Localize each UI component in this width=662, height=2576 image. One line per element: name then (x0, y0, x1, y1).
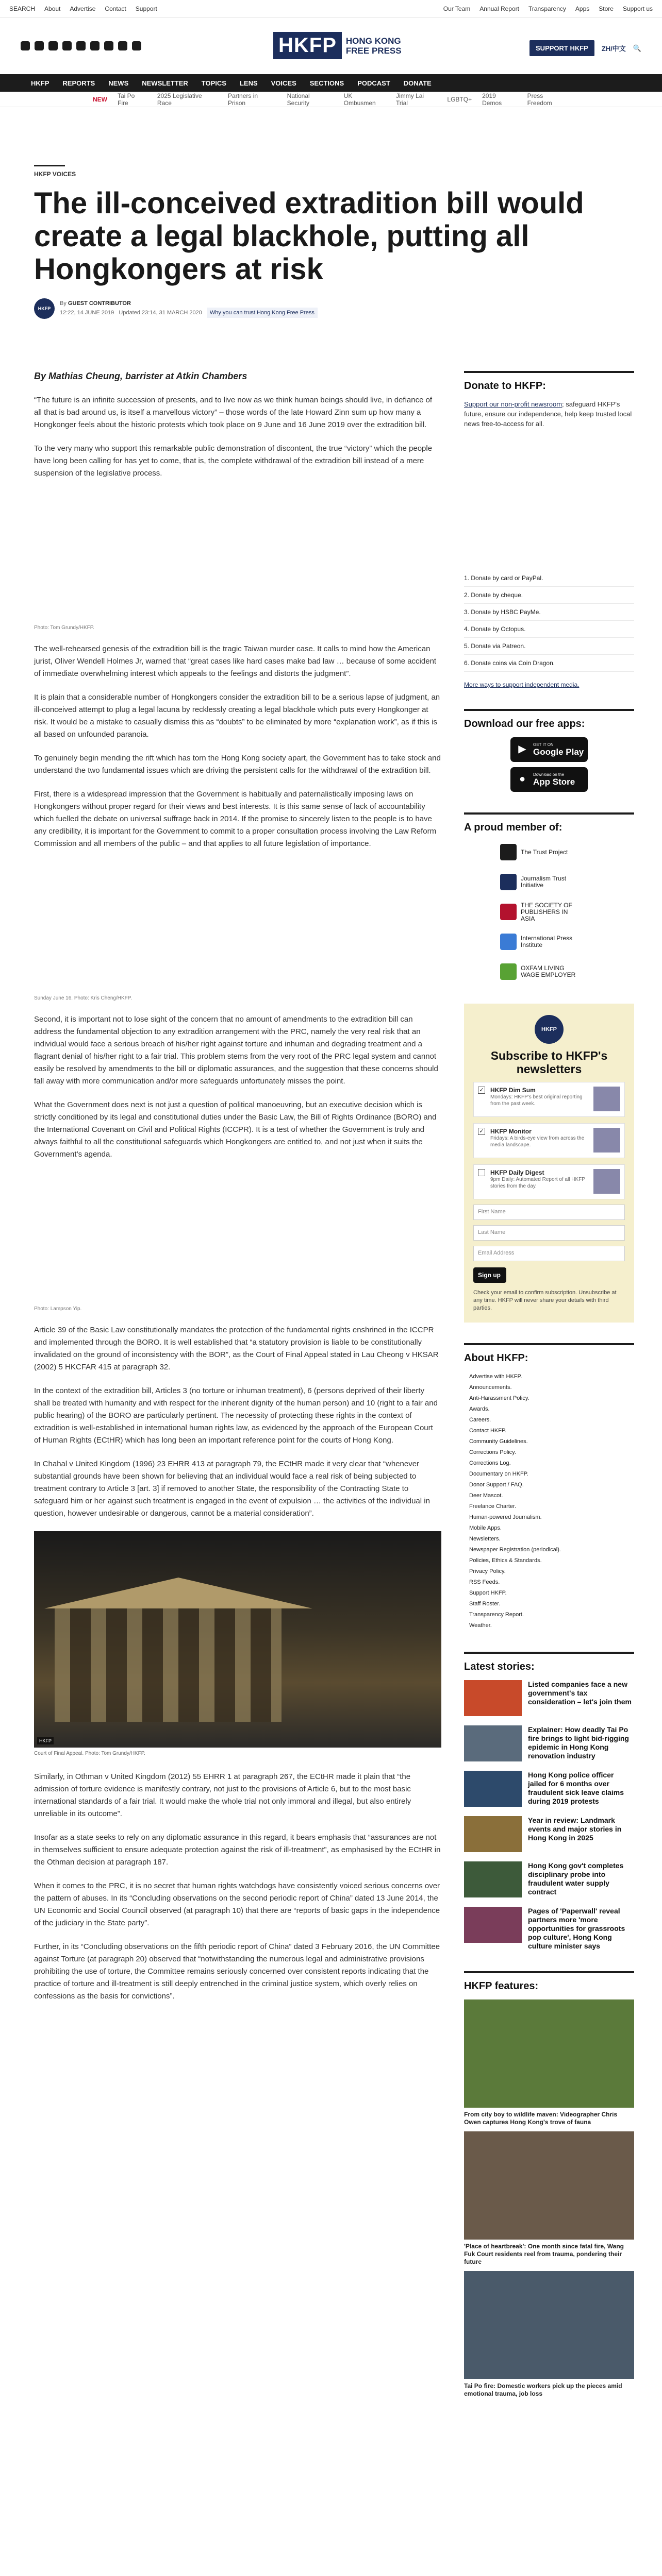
about-link[interactable]: Transparency Report. (469, 1612, 524, 1618)
linkedin-icon[interactable] (76, 41, 86, 50)
about-widget (464, 1343, 634, 1631)
member-logo[interactable]: THE SOCIETY OF PUBLISHERS IN ASIA (500, 901, 634, 923)
nav-item-topics[interactable]: TOPICS (201, 79, 226, 87)
about-link[interactable]: Corrections Policy. (469, 1449, 516, 1455)
checkbox[interactable] (478, 1169, 485, 1176)
story-thumbnail (464, 1861, 522, 1897)
facebook-icon[interactable] (35, 41, 44, 50)
about-link[interactable]: Mobile Apps. (469, 1525, 502, 1531)
donate-option[interactable]: 1. Donate by card or PayPal. (464, 570, 634, 587)
about-link[interactable]: Policies, Ethics & Standards. (469, 1557, 542, 1564)
top-link-advertise[interactable]: Advertise (70, 5, 96, 12)
about-link[interactable]: Contact HKFP. (469, 1428, 506, 1434)
paragraph: What the Government does next is not just a question of political manoeuvring, but an executive decision which is strictly conditioned by its legal and constitutional duties under the Basic Law, the Bill of Rights Ordinance (BORO) and the International Covenant on Civil and Political Rights (ICCPR). It is a test of whether the Government is truly and always faithful to all the constitutional safeguards which Hongkongers are entitled to, and not just when it suits the Government’s agenda. (34, 1100, 437, 1159)
story-headline[interactable]: Pages of 'Paperwall' reveal partners more 'more opportunities for grassroots pop culture', Hong Kong culture minister says (528, 1907, 625, 1950)
image-caption: Sunday June 16. Photo: Kris Cheng/HKFP. (34, 995, 132, 1001)
nav-item-reports[interactable]: REPORTS (62, 79, 95, 87)
trending-bar (0, 92, 662, 107)
latest-story[interactable] (464, 1816, 634, 1852)
feature-image (464, 2131, 634, 2240)
story-thumbnail (464, 1680, 522, 1716)
last-name-input[interactable]: Last Name (473, 1225, 625, 1241)
paragraph: In Chahal v United Kingdom (1996) 23 EHRR 413 at paragraph 79, the ECtHR made it very clear that “whenever substantial grounds have been shown for believing that an individual would face a real risk of being subjected to treatment contrary to Article 3 [art. 3] if removed to another State, the responsibility of the Contracting State to safeguard him or her against such treatment is engaged in the event of expulsion … the activities of the individual in question, however undesirable or dangerous, cannot be a material consideration”. (34, 1460, 430, 1518)
newsletter-thumb (593, 1087, 620, 1111)
trust-link[interactable]: Why you can trust Hong Kong Free Press (207, 308, 318, 318)
feature-image (464, 2271, 634, 2379)
trending-item[interactable]: Jimmy Lai Trial (396, 92, 424, 107)
youtube-icon[interactable] (90, 41, 100, 50)
embedded-media-slot (34, 491, 441, 625)
building-roof (44, 1578, 312, 1608)
donate-embed-slot (464, 436, 634, 570)
donate-option[interactable]: 4. Donate by Octopus. (464, 621, 634, 638)
top-link-contact[interactable]: Contact (105, 5, 126, 12)
checkbox[interactable]: ✓ (478, 1128, 485, 1135)
signup-button[interactable]: Sign up (473, 1267, 506, 1283)
support-hkfp-button[interactable]: SUPPORT HKFP (529, 40, 594, 56)
latest-story[interactable] (464, 1725, 634, 1761)
trending-item[interactable]: National Security (287, 92, 310, 107)
embedded-media-slot (34, 861, 441, 995)
paragraph: To the very many who support this remarkable public demonstration of discontent, the true “victory” which the people have long been calling for has yet to come, that is, the complete withdrawal of the extradition bill instead of a mere suspension of the legislative process. (34, 444, 433, 478)
rss-icon[interactable] (132, 41, 141, 50)
paragraph: When it comes to the PRC, it is no secret that human rights watchdogs have consistently voiced serious concerns over the pattern of abuses. In its “Concluding observations on the second periodic report of China” dated 13 June 2014, the UN Economic and Social Council observed (at paragraph 10) that there are “reports of basic gaps in the independence of the judiciary in the State party”. (34, 1882, 440, 1927)
nav-item-voices[interactable]: VOICES (271, 79, 296, 87)
about-link[interactable]: RSS Feeds. (469, 1579, 500, 1585)
language-toggle[interactable]: ZH/中文 (601, 45, 626, 53)
nav-item-news[interactable]: NEWS (108, 79, 129, 87)
main-nav (0, 74, 662, 92)
story-thumbnail (464, 1771, 522, 1807)
building-pillars (55, 1608, 282, 1722)
threads-icon[interactable] (62, 41, 72, 50)
ipi-icon (500, 934, 517, 950)
logo-text: HONG KONG FREE PRESS (345, 36, 402, 56)
about-link[interactable]: Corrections Log. (469, 1460, 511, 1466)
about-list (464, 1371, 634, 1631)
site-header (0, 18, 662, 74)
top-link-transparency[interactable]: Transparency (528, 5, 566, 12)
feature-headline[interactable]: Tai Po fire: Domestic workers pick up the pieces amid emotional trauma, job loss (464, 2382, 622, 2397)
top-utility-bar (0, 0, 662, 18)
about-link[interactable]: Anti-Harassment Policy. (469, 1395, 529, 1401)
publish-date: 12:22, 14 JUNE 2019 (60, 310, 114, 316)
features-widget (464, 1971, 634, 2398)
trending-item[interactable]: Partners in Prison (228, 92, 258, 107)
top-link-team[interactable]: Our Team (443, 5, 471, 12)
about-link[interactable]: Awards. (469, 1406, 490, 1412)
about-link[interactable]: Weather. (469, 1622, 492, 1629)
photo-credit-tag: HKFP (37, 1737, 54, 1744)
apple-icon: ● (519, 773, 526, 785)
newsletter-thumb (593, 1169, 620, 1194)
article-title: The ill-conceived extradition bill would create a legal blackhole, putting all Hongkongers at risk (34, 187, 584, 286)
trending-item[interactable]: Tai Po Fire (118, 92, 135, 107)
paragraph: Article 39 of the Basic Law constitutionally mandates the protection of the fundamental rights enshrined in the ICCPR and implemented through the BORO. It is well established that “a statutory provision is liable to be constitutionally invalidated on the ground of inconsistency with the BOR”, as the Court of Final Appeal stated in Lau Cheong v HKSAR (2002) 5 HKCFAR 415 at paragraph 32. (34, 1326, 439, 1371)
logo-mark: HKFP (273, 32, 342, 59)
member-title: A proud member of: (464, 822, 562, 833)
nav-item-sections[interactable]: SECTIONS (309, 79, 344, 87)
social-links (21, 41, 141, 50)
sopa-icon (500, 904, 517, 920)
about-link[interactable]: Announcements. (469, 1384, 512, 1391)
donate-option[interactable]: 6. Donate coins via Coin Dragon. (464, 655, 634, 672)
author-line: By Mathias Cheung, barrister at Atkin Chambers (34, 371, 247, 381)
story-headline[interactable]: Hong Kong police officer jailed for 6 months over fraudulent sick leave claims during 2019 protests (528, 1771, 624, 1805)
paragraph: In the context of the extradition bill, Articles 3 (no torture or inhuman treatment), 6 (persons deprived of their liberty shall be treated with humanity and with respect for the inherent dignity of the human person) and 10 (right to a fair and public hearing) of the BORO are particularly pertinent. The necessity of protecting these rights in the context of extradition is well-established in international human rights law, as evidenced by the approach of the European Court of Human Rights (ECtHR) which has long been an important reference point for the courts of Hong Kong. (34, 1386, 438, 1445)
paragraph: Insofar as a state seeks to rely on any diplomatic assurance in this regard, it bears emphasis that “assurances are not in themselves sufficient to ensure adequate protection against the risk of ill-treatment”, as emphasised by the ECtHR in the Othman decision at paragraph 187. (34, 1833, 441, 1867)
feature-item[interactable] (464, 2131, 634, 2266)
donate-option[interactable]: 5. Donate via Patreon. (464, 638, 634, 655)
search-link[interactable]: SEARCH (9, 5, 36, 12)
donate-option[interactable]: 3. Donate by HSBC PayMe. (464, 604, 634, 621)
article-body (34, 371, 441, 2014)
feature-headline[interactable]: 'Place of heartbreak': One month since fatal fire, Wang Fuk Court residents reel from trauma, pondering their future (464, 2243, 624, 2265)
paragraph: Further, in its “Concluding observations on the fifth periodic report of China” dated 3 February 2016, the UN Committee against Torture (at paragraph 20) observed that “notwithstanding the numerous legal and administrative provisions prohibiting the use of torture, the Committee remains seriously concerned over consistent reports indicating that the practice of torture and ill-treatment is still deeply entrenched in the criminal justice system, which overly relies on confessions as the basis for convictions”. (34, 1942, 440, 2001)
memberships-widget (464, 812, 634, 983)
apps-title: Download our free apps: (464, 718, 585, 730)
member-logo[interactable]: International Press Institute (500, 930, 634, 953)
court-photo (34, 1531, 441, 1748)
latest-story[interactable] (464, 1861, 634, 1897)
donate-title: Donate to HKFP: (464, 380, 546, 392)
donate-more-link[interactable]: More ways to support independent media. (464, 681, 580, 688)
nav-item-newsletter[interactable]: NEWSLETTER (142, 79, 188, 87)
email-input[interactable]: Email Address (473, 1246, 625, 1261)
feature-headline[interactable]: From city boy to wildlife maven: Videographer Chris Owen captures Hong Kong's trove of fauna (464, 2111, 618, 2126)
top-link-store[interactable]: Store (599, 5, 614, 12)
about-link[interactable]: Support HKFP. (469, 1590, 507, 1596)
about-title: About HKFP: (464, 1352, 528, 1364)
site-logo[interactable] (273, 32, 402, 59)
embedded-media-slot (34, 1172, 441, 1306)
latest-story[interactable] (464, 1680, 634, 1716)
story-thumbnail (464, 1907, 522, 1943)
first-name-input[interactable]: First Name (473, 1205, 625, 1220)
member-logo[interactable]: Journalism Trust Initiative (500, 871, 634, 893)
top-link-support-us[interactable]: Support us (622, 5, 653, 12)
latest-story[interactable] (464, 1907, 634, 1951)
mail-icon[interactable] (104, 41, 113, 50)
trending-item[interactable]: 2025 Legislative Race (157, 92, 202, 107)
features-title: HKFP features: (464, 1980, 539, 1992)
google-play-button[interactable]: ▶ GET IT ON Google Play (510, 737, 588, 762)
top-link-support[interactable]: Support (135, 5, 157, 12)
newsletter-logo: HKFP (535, 1015, 564, 1044)
about-link[interactable]: Documentary on HKFP. (469, 1471, 528, 1477)
latest-story[interactable] (464, 1771, 634, 1807)
about-link[interactable]: Careers. (469, 1417, 491, 1423)
search-icon[interactable]: 🔍 (633, 44, 641, 52)
image-caption: Court of Final Appeal. Photo: Tom Grundy/HKFP. (34, 1751, 145, 1756)
newsletter-thumb (593, 1128, 620, 1153)
trust-project-icon (500, 844, 517, 860)
top-link-annual-report[interactable]: Annual Report (479, 5, 519, 12)
twitter-icon[interactable] (21, 41, 30, 50)
story-thumbnail (464, 1816, 522, 1852)
trending-item[interactable]: UK Ombusmen (343, 92, 376, 107)
paragraph: Similarly, in Othman v United Kingdom (2012) 55 EHRR 1 at paragraph 267, the ECtHR made it plain that “the admission of torture evidence is manifestly contrary, not just to the provisions of Article 6, but to the most basic international standards of a fair trial. It would make the whole trial not only immoral and illegal, but also entirely unreliable in its outcome”. (34, 1772, 411, 1818)
donate-option[interactable]: 2. Donate by cheque. (464, 587, 634, 604)
app-store-button[interactable]: ● Download on the App Store (510, 767, 588, 792)
latest-widget (464, 1652, 634, 1951)
newsletter-note: Check your email to confirm subscription. Unsubscribe at any time. HKFP will never share your details with third parties. (473, 1290, 617, 1311)
about-link[interactable]: Freelance Charter. (469, 1503, 517, 1510)
newsletter-option[interactable]: ✓ HKFP Monitor Fridays: A birds-eye view from across the media landscape. (473, 1123, 625, 1158)
feature-image (464, 1999, 634, 2108)
trending-item[interactable]: 2019 Demos (482, 92, 502, 107)
top-link-about[interactable]: About (44, 5, 61, 12)
about-link[interactable]: Privacy Policy. (469, 1568, 506, 1574)
top-link-apps[interactable]: Apps (575, 5, 590, 12)
about-link[interactable]: Community Guidelines. (469, 1438, 528, 1445)
author-tag[interactable]: GUEST CONTRIBUTOR (68, 300, 131, 307)
play-store-icon: ▶ (518, 743, 526, 755)
story-thumbnail (464, 1725, 522, 1761)
newsletter-title: Subscribe to HKFP's newsletters (490, 1049, 608, 1076)
image-caption: Photo: Lampson Yip. (34, 1306, 82, 1312)
paragraph: First, there is a widespread impression that the Government is habitually and paternalistically imposing laws on Hongkongers without proper regard for their views and best interests. It is this same sense of lack of accountability which fuelled the debate on universal suffrage back in 2014. If the promise to sincerely listen to the people is to have any credibility, it is important for the Government to commit to a proper consultation process involving the Law Reform Commission and all members of the public – and that applies to all future legislation of importance. (34, 790, 437, 848)
feature-item[interactable] (464, 2271, 634, 2398)
updated-date: Updated 23:14, 31 MARCH 2020 (119, 310, 202, 316)
checkbox[interactable]: ✓ (478, 1087, 485, 1094)
about-link[interactable]: Human-powered Journalism. (469, 1514, 542, 1520)
sidebar (464, 371, 634, 2398)
newsletter-option[interactable]: HKFP Daily Digest 9pm Daily: Automated Report of all HKFP stories from the day. (473, 1164, 625, 1199)
about-link[interactable]: Deer Mascot. (469, 1493, 503, 1499)
paragraph: Second, it is important not to lose sight of the concern that no amount of amendments to the extradition bill can address the fundamental objection to any extradition arrangement with the PRC, namely the very real risk that an individual would face a serious breach of his/her right against torture and inhuman and degrading treatment and a flagrant denial of his/her right to a fair trial. This problem stems from the very root of the PRC legal system and cannot easily be resolved by amendments to the bill or diplomatic assurances, and the suggestion that these concerns should fall away with more communication and/or more safeguards unfortunately misses the point. (34, 1015, 438, 1086)
donate-intro-link[interactable]: Support our non-profit newsroom (464, 400, 562, 408)
oxfam-icon (500, 963, 517, 980)
member-logo[interactable]: OXFAM LIVING WAGE EMPLOYER (500, 960, 634, 983)
avatar: HKFP (34, 298, 55, 319)
nav-item-donate[interactable]: DONATE (403, 79, 432, 87)
latest-title: Latest stories: (464, 1661, 535, 1672)
story-headline[interactable]: Hong Kong gov't completes disciplinary probe into fraudulent water supply contract (528, 1861, 624, 1896)
about-link[interactable]: Staff Roster. (469, 1601, 501, 1607)
instagram-icon[interactable] (48, 41, 58, 50)
article-kicker[interactable]: HKFP VOICES (34, 165, 65, 178)
paragraph: “The future is an infinite succession of presents, and to live now as we think human beings should live, in defiance of all that is bad around us, is itself a marvellous victory” – those words of the late Howard Zinn sum up how many a Hongkonger feels about the historic protests which took place on 9 June and 16 June 2019 over the extradition bill. (34, 396, 433, 429)
jti-icon (500, 874, 517, 890)
paragraph: To genuinely begin mending the rift which has torn the Hong Kong society apart, the Government has to take stock and understand the two fundamental issues which are driving the persistent calls for the withdrawal of the extradition bill. (34, 754, 441, 775)
trending-label: NEW (93, 95, 107, 103)
story-headline[interactable]: Explainer: How deadly Tai Po fire brings to light bid-rigging epidemic in Hong Kong renovation industry (528, 1725, 629, 1760)
byline: HKFP By GUEST CONTRIBUTOR 12:22, 14 JUNE 2019 Updated 23:14, 31 MARCH 2020 Why you can trust Hong Kong Free Press (34, 298, 627, 319)
telegram-icon[interactable] (118, 41, 127, 50)
about-link[interactable]: Newspaper Registration (periodical). (469, 1547, 561, 1553)
article-header (34, 134, 627, 319)
trending-item[interactable]: Press Freedom (527, 92, 552, 107)
about-link[interactable]: Newsletters. (469, 1536, 501, 1542)
feature-item[interactable] (464, 1999, 634, 2126)
nav-item-lens[interactable]: LENS (239, 79, 258, 87)
donate-widget: Donate to HKFP: Support our non-profit newsroom; safeguard HKFP's future, ensure our independence, help keep trusted local news free-to-access for all. 1. Donate by card or PayPal. 2. Donate by cheque. 3. Donate by HSBC PayMe. 4. Donate by Octopus. 5. Donate via Patreon. 6. Donate coins via Coin Dragon. More ways to support independent media. (464, 371, 634, 688)
about-link[interactable]: Advertise with HKFP. (469, 1374, 522, 1380)
story-headline[interactable]: Year in review: Landmark events and major stories in Hong Kong in 2025 (528, 1816, 622, 1842)
image-caption: Photo: Tom Grundy/HKFP. (34, 625, 94, 631)
paragraph: The well-rehearsed genesis of the extradition bill is the tragic Taiwan murder case. It calls to mind how the American jurist, Oliver Wendell Holmes Jr, warned that “great cases like hard cases make bad law … because of some accident of immediate overwhelming interest which appeals to the feelings and distorts the judgment”. (34, 645, 437, 678)
nav-item-podcast[interactable]: PODCAST (357, 79, 390, 87)
about-link[interactable]: Donor Support / FAQ. (469, 1482, 524, 1488)
trending-item[interactable]: LGBTQ+ (447, 95, 472, 103)
nav-item-hkfp[interactable]: HKFP (31, 79, 49, 87)
story-headline[interactable]: Listed companies face a new government's tax consideration – let's join them (528, 1680, 632, 1706)
newsletter-option[interactable]: ✓ HKFP Dim Sum Mondays: HKFP's best original reporting from the past week. (473, 1082, 625, 1117)
paragraph: It is plain that a considerable number of Hongkongers consider the extradition bill to be a serious lapse of judgment, an ill-conceived attempt to plug a legal lacuna by recklessly creating a legal blackhole which puts every Hongkonger at risk. It would be a mistake to casually dismiss this as “doubts” to be eliminated by more “explanation work”, as if this is all based on unfounded paranoia. (34, 693, 440, 739)
newsletter-widget (464, 1004, 634, 1323)
apps-widget (464, 709, 634, 792)
member-logo[interactable]: The Trust Project (500, 841, 634, 863)
